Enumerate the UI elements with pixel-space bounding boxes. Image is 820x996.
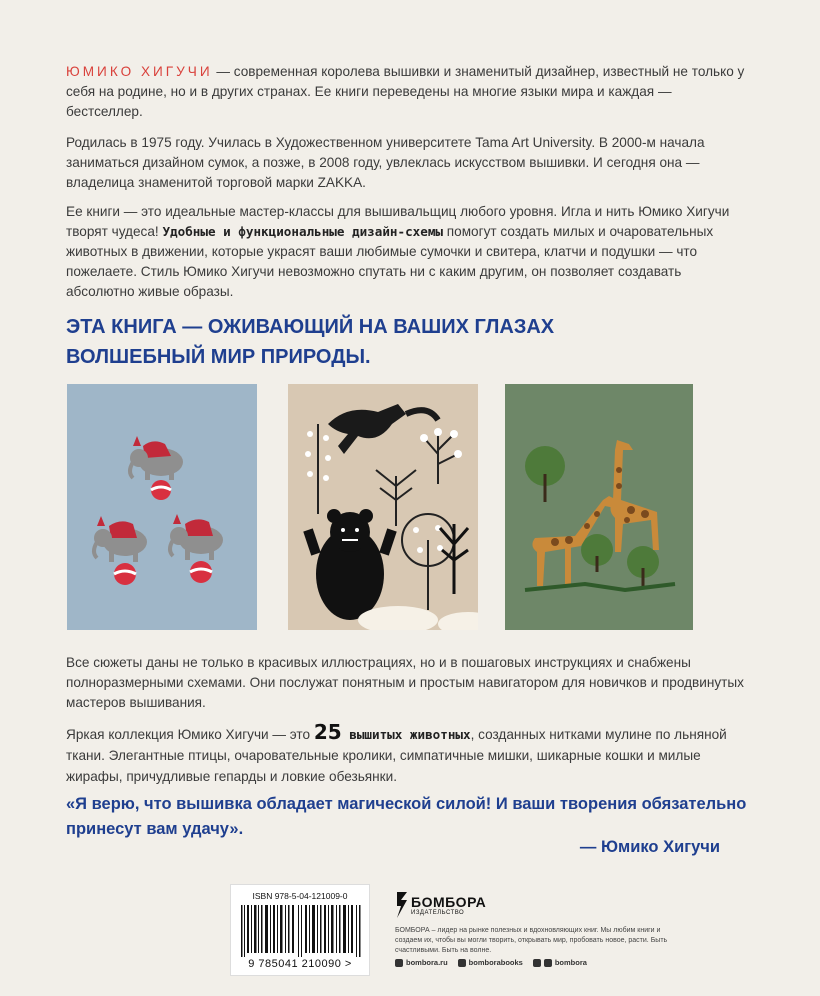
author-quote: «Я верю, что вышивка обладает магической силой! И ваши творения обязательно принесут вам удачу». [66, 795, 747, 838]
youtube-icon [533, 959, 541, 967]
giraffes-illustration [505, 384, 693, 630]
elephant-icon [94, 516, 147, 585]
tree-icon [402, 514, 454, 610]
intro-text: — современная королева вышивки и знаменитый дизайнер, известный не только у себя на родине, но и в других странах. Ее книги переведены на многие языки мира и каждая — бестселлер. [66, 64, 745, 119]
publisher-subtitle: ИЗДАТЕЛЬСТВО [411, 910, 465, 916]
fox-bear-illustration [288, 384, 478, 630]
publisher-description: БОМБОРА – лидер на рынке полезных и вдохновляющих книг. Мы любим книги и создаем их, чтобы вы могли творить, открывать мир, пробовать новое, расти. Быть счастливыми. Быть на волне. [395, 927, 668, 954]
heading-line-2: ВОЛШЕБНЫЙ МИР ПРИРОДЫ. [66, 346, 371, 368]
elephants-illustration [67, 384, 257, 630]
grass-icon [525, 584, 675, 590]
main-heading [66, 312, 766, 372]
author-name: ЮМИКО ХИГУЧИ [66, 64, 213, 79]
barcode-digits: 9 785041 210090 > [248, 958, 352, 970]
collection-paragraph [66, 722, 746, 787]
animal-count: 25 [313, 720, 342, 744]
quote-author: — Юмико Хигучи [579, 838, 720, 856]
publisher-name: БОМБОРА [411, 894, 487, 910]
tree-icon [627, 546, 659, 588]
tree-icon [376, 470, 416, 526]
telegram-icon [544, 959, 552, 967]
bombora-logo-icon [395, 890, 409, 920]
tree-icon [581, 534, 613, 572]
bio-paragraph: Родилась в 1975 году. Училась в Художественном университете Tama Art University. В 2000-м начала заниматься дизайном сумок, а позже, в 2008 году, увлеклась искусством вышивки. И сегодня она — владелица знаменитой торговой марки ZAKKA. [66, 135, 705, 190]
barcode-bars [239, 905, 363, 957]
instructions-paragraph: Все сюжеты даны не только в красивых иллюстрациях, но и в пошаговых инструкциях и снабжены полноразмерными схемами. Они послужат понятным и простым навигатором для новичков и продвинутых мастеров вышивания. [66, 655, 744, 710]
bear-icon [308, 509, 392, 620]
fox-icon [328, 404, 438, 454]
globe-icon [395, 959, 403, 967]
tree-icon [440, 524, 468, 594]
collection-bold-text: вышитых животных [341, 727, 471, 742]
isbn-text: ISBN 978-5-04-121009-0 [252, 891, 348, 901]
intro-paragraph [66, 62, 746, 122]
giraffe-icon [610, 440, 659, 552]
vk-icon [458, 959, 466, 967]
elephant-icon [130, 436, 183, 500]
barcode [230, 884, 370, 976]
social-youtube-telegram[interactable]: bombora [533, 958, 587, 967]
books-bold-text: Удобные и функциональные дизайн-схемы [162, 224, 444, 239]
tree-icon [525, 446, 565, 502]
social-site[interactable]: bombora.ru [395, 958, 448, 967]
books-text-2: помогут создать милых и очаровательных животных в движении, которые украсят ваши любимые сумочки и свитера, клатчи и подушки — что пожелаете. Стиль Юмико Хигучи невозможно спутать ни с каким другим, он позволяет создавать абсолютно живые образы. [66, 224, 714, 299]
books-paragraph [66, 202, 746, 302]
tree-icon [420, 428, 462, 484]
flower-bush-icon [358, 606, 478, 630]
elephant-icon [170, 514, 223, 583]
heading-line-1: ЭТА КНИГА — ОЖИВАЮЩИЙ НА ВАШИХ ГЛАЗАХ [66, 316, 555, 338]
books-text-1: Ее книги — это идеальные мастер-классы для вышивальщиц любого уровня. Игла и нить Юмико Хигучи творят чудеса! [66, 204, 730, 239]
collection-text-1: Яркая коллекция Юмико Хигучи — это [66, 727, 314, 742]
social-vk[interactable]: bomborabooks [458, 958, 523, 967]
collection-text-2: , созданных нитками мулине по льняной ткани. Элегантные птицы, очаровательные кролики, симпатичные мишки, шикарные кошки и милые жирафы, причудливые гепарды и ловкие обезьянки. [66, 727, 727, 784]
social-links [395, 958, 685, 967]
tree-icon [305, 424, 331, 514]
